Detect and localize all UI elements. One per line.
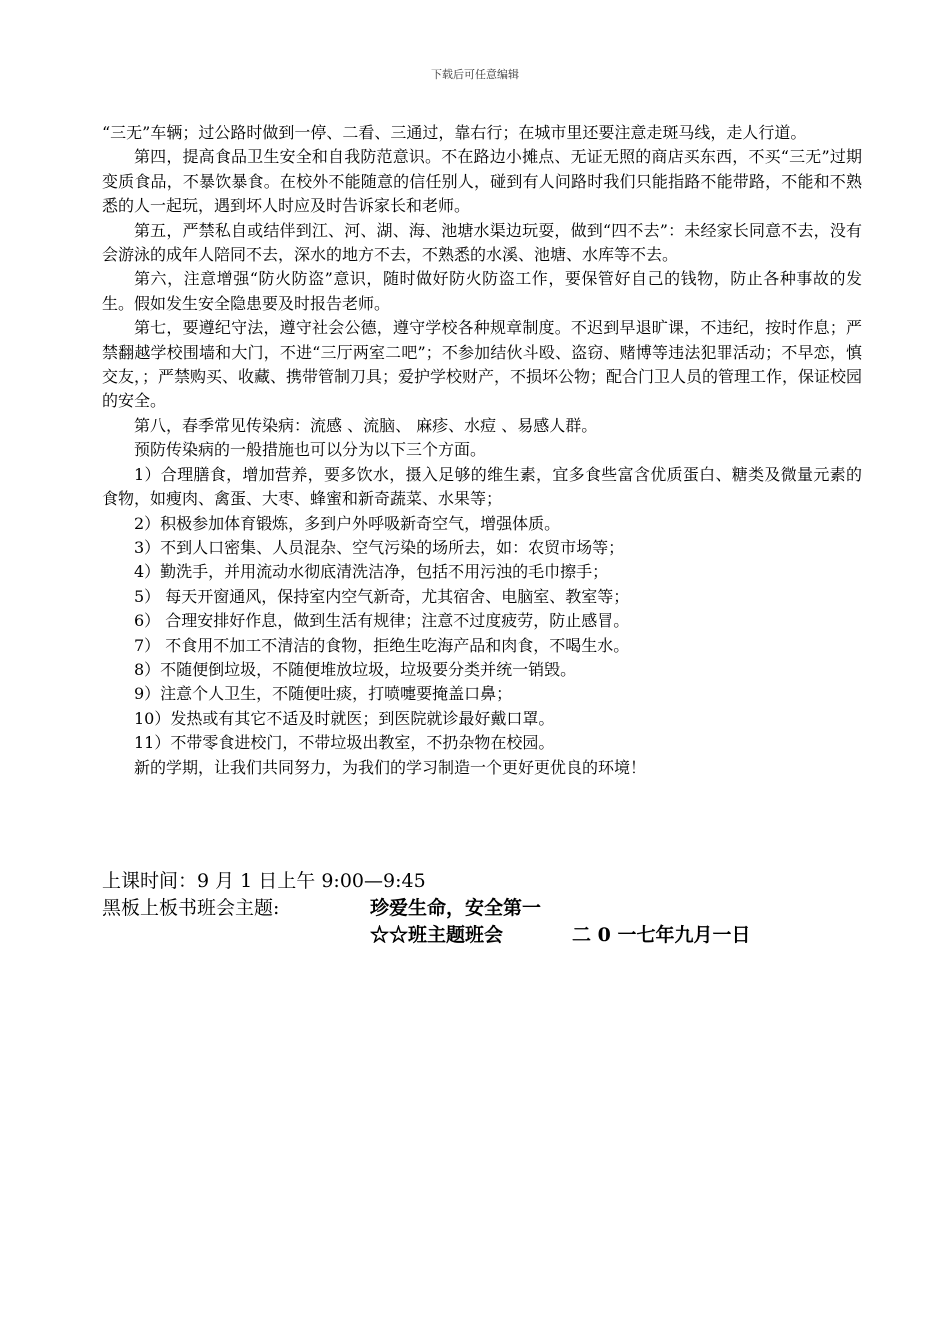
- list-item: 11）不带零食进校门，不带垃圾出教室，不扔杂物在校园。: [134, 733, 555, 753]
- paragraph-point-six: 第六，注意增强“防火防盗”意识，随时做好防火防盗工作，要保管好自己的钱物，防止各种事故的发生。假如发生安全隐患要及时报告老师。: [102, 269, 862, 313]
- list-item: 2）积极参加体育锻炼，多到户外呼吸新奇空气，增强体质。: [134, 513, 561, 533]
- list-item: 1）合理膳食，增加营养，要多饮水，摄入足够的维生素，宜多食些富含优质蛋白、糖类及微量元素的食物，如瘦肉、禽蛋、大枣、蜂蜜和新奇蔬菜、水果等；: [102, 464, 862, 509]
- signature-line: [102, 922, 862, 949]
- class-meeting-info: [102, 868, 862, 949]
- list-item: 4）勤洗手，并用流动水彻底清洗洁净，包括不用污浊的毛巾擦手；: [134, 562, 609, 582]
- class-time-text: 上课时间：9 月 1 日上午 9:00—9:45: [102, 870, 426, 892]
- paragraph-point-four: 第四，提高食品卫生安全和自我防范意识。不在路边小摊点、无证无照的商店买东西，不买“三无”过期变质食品，不暴饮暴食。在校外不能随意的信任别人，碰到有人问路时我们只能指路不能带路，不能和不熟悉的人一起玩，遇到坏人时应及时告诉家长和老师。: [102, 147, 862, 216]
- paragraph-prevention-intro: 预防传染病的一般措施也可以分为以下三个方面。: [134, 440, 487, 460]
- list-item: 6） 合理安排好作息，做到生活有规律；注意不过度疲劳，防止感冒。: [134, 611, 630, 631]
- class-time-line: [102, 868, 862, 895]
- list-item: 7） 不食用不加工不清洁的食物，拒绝生吃海产品和肉食，不喝生水。: [134, 635, 630, 655]
- list-item: 5） 每天开窗通风，保持室内空气新奇，尤其宿舍、电脑室、教室等；: [134, 586, 630, 606]
- topic-line: [102, 895, 862, 922]
- list-item: 8）不随便倒垃圾，不随便堆放垃圾，垃圾要分类并统一销毁。: [134, 659, 577, 679]
- list-item: 10）发热或有其它不适及时就医；到医院就诊最好戴口罩。: [134, 708, 555, 728]
- page-header-note: 下载后可任意编辑: [431, 68, 519, 81]
- topic-value: 珍爱生命，安全第一: [370, 897, 542, 919]
- paragraph-closing: 新的学期，让我们共同努力，为我们的学习制造一个更好更优良的环境！: [134, 757, 647, 777]
- class-name: ☆☆班主题班会: [370, 924, 504, 946]
- paragraph-traffic-continued: “三无”车辆；过公路时做到一停、二看、三通过，靠右行；在城市里还要注意走斑马线，走人行道。: [102, 123, 807, 142]
- list-item: 3）不到人口密集、人员混杂、空气污染的场所去，如：农贸市场等；: [134, 537, 625, 557]
- list-item: 9）注意个人卫生，不随便吐痰，打喷嚏要掩盖口鼻；: [134, 684, 513, 704]
- meeting-date: 二 0 一七年九月一日: [572, 924, 751, 946]
- document-body: [102, 121, 862, 780]
- paragraph-point-eight: 第八，春季常见传染病：流感 、流脑、 麻疹、水痘 、易感人群。: [134, 415, 598, 435]
- topic-label: 黑板上板书班会主题:: [102, 897, 280, 919]
- paragraph-point-seven: 第七，要遵纪守法，遵守社会公德，遵守学校各种规章制度。不迟到早退旷课，不违纪，按时作息；严禁翻越学校围墙和大门，不进“三厅两室二吧”；不参加结伙斗殴、盗窃、赌博等违法犯罪活动；不早恋，慎交友，；严禁购买、收藏、携带管制刀具；爱护学校财产，不损坏公物；配合门卫人员的管理工作，保证校园的安全。: [102, 318, 863, 411]
- paragraph-point-five: 第五，严禁私自或结伴到江、河、湖、海、池塘水渠边玩耍，做到“四不去”：未经家长同意不去，没有会游泳的成年人陪同不去，深水的地方不去，不熟悉的水溪、池塘、水库等不去。: [102, 220, 862, 265]
